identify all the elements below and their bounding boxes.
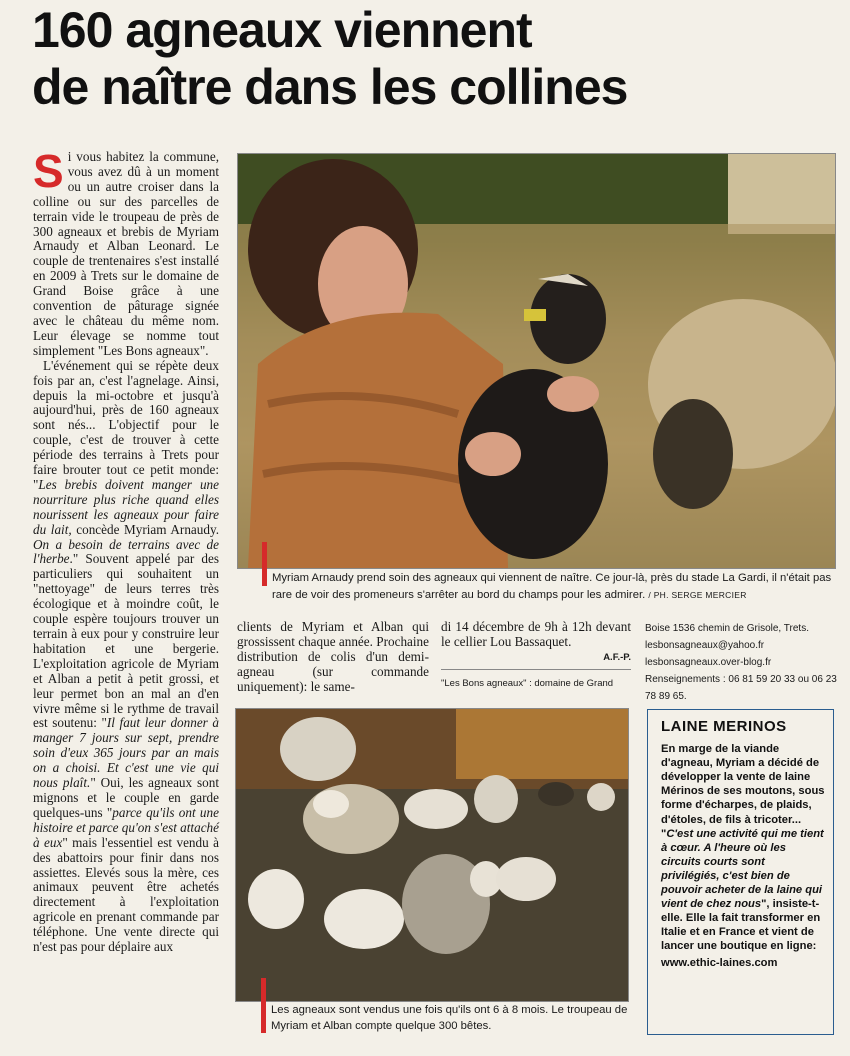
quote-text: parce qu'ils ont une histoire et parce qu'on s'est attaché à eux: [33, 804, 219, 850]
article-body-column-3: [441, 620, 631, 670]
photo-woman-holding-lamb-illustration: [238, 154, 835, 568]
sidebar-quote: C'est une activité qui me tient à cœur. A l'heure où les circuits courts sont privilégiés, c'est bien de pouvoir acheter de la laine qui vient de chez nous: [661, 827, 824, 911]
body-text: concède Myriam Arnaudy.: [71, 521, 219, 537]
contact-blog: lesbonsagneaux.over-blog.fr: [645, 657, 772, 668]
contact-note-start: "Les Bons agneaux" : domaine de Grand: [441, 678, 614, 689]
sidebar-title: LAINE MERINOS: [661, 718, 787, 735]
contact-info: [645, 620, 840, 705]
quote-text: On a besoin de terrains avec de l'herbe: [33, 536, 219, 567]
body-text: L'événement qui se répète deux fois par an, c'est l'agnelage. Ainsi, depuis la mi-octobre et jusqu'à aujourd'hui, près de 160 agneaux sont nés... L'objectif pour le couple, c'est de trouver à cette période des terrains à Trets pour faire brouter tout ce petit monde: ": [33, 357, 219, 492]
divider: [441, 669, 631, 670]
photo-caption-2: Les agneaux sont vendus une fois qu'ils ont 6 à 8 mois. Le troupeau de Myriam et Alban compte quelque 300 bêtes.: [271, 1004, 628, 1032]
body-text: " Oui, les agneaux sont mignons et le couple en garde quelques-uns ": [33, 775, 220, 820]
paragraph-lambing: [33, 359, 219, 955]
body-text: ." Souvent appelé par des particuliers qui souhaitent un "nettoyage" de leurs terres très écologique et à moindre coût, le couple espère toujours trouver un terrain à eux pour y construire leur habitation et une bergerie. L'exploitation agricole de Myriam et Alban a petit à petit grossi, et leur permet bon an mal an d'en vivre même si le rythme de travail est soutenu: ": [33, 551, 219, 731]
intro-text: i vous habitez la commune, vous avez dû à un moment ou un autre croiser dans la colline ou sur des parcelles de terrain vide le troupeau de près de 300 agneaux et brebis de Myriam Arnaudy et Alban Leonard. Le couple de trentenaires s'est installé en 2009 à Trets sur le domaine de Grand Boise grâce à une convention de pâturage signée avec le château du même nom. Leur élevage se nomme tout simplement "Les Bons agneaux".: [33, 149, 219, 358]
photo-sheep-flock: [235, 708, 629, 1002]
sidebar-body: ", insiste-t-elle. Elle la fait transformer en Italie et en France et vient de lancer une boutique en ligne:: [661, 898, 821, 953]
caption-text: Myriam Arnaudy prend soin des agneaux qui viennent de naître. Ce jour-là, près du stade La Gardi, il n'était pas rare de voir des promeneurs s'arrêter au bord du champs pour les admirer.: [272, 572, 832, 601]
sidebar-body: En marge de la viande d'agneau, Myriam a décidé de développer la vente de laine Mérinos de ses moutons, sous forme d'écharpes, de plaids, d'étoles, de fils à tricoter... ": [661, 743, 825, 840]
paragraph-intro: [33, 145, 219, 359]
headline-line-1: 160 agneaux viennent: [32, 2, 532, 58]
quote-text: Les brebis doivent manger une nourriture plus riche quand elles nourissent les agneaux pour faire du lait,: [33, 476, 219, 537]
article-body-column-2: [237, 620, 429, 695]
quote-text: Il faut leur donner à manger 7 jours sur sept, prendre soin d'eux 365 jours par an mais on a choisi. Et c'est une vie qui nous plaît.: [33, 715, 219, 791]
photo-caption-1: [272, 570, 837, 604]
sidebar-text: [661, 742, 825, 953]
author-signature: A.F.-P.: [603, 651, 631, 663]
contact-phones: Renseignements : 06 81 59 20 33 ou 06 23 78 89 65.: [645, 674, 837, 702]
contact-email: lesbonsagneaux@yahoo.fr: [645, 640, 765, 651]
photo-woman-holding-lamb: [237, 153, 836, 569]
body-text: " mais l'essentiel est vendu à des abattoirs pour finir dans nos assiettes. Elevés sous la mère, ces animaux peuvent être achetés directement à l'exploitation agricole en prenant commande par téléphone. Une vente directe qui n'est pas pour déplaire aux: [33, 834, 219, 955]
photo-sheep-flock-illustration: [236, 709, 628, 1001]
contact-address: Boise 1536 chemin de Grisole, Trets.: [645, 623, 809, 634]
sidebar-laine-merinos: [647, 709, 834, 1035]
drop-cap: S: [33, 145, 64, 197]
photo-credit: / PH. SERGE MERCIER: [648, 590, 747, 600]
headline-line-2: de naître dans les collines: [32, 59, 628, 115]
body-text: di 14 décembre de 9h à 12h devant le cellier Lou Bassaquet.: [441, 619, 631, 649]
article-headline: [32, 2, 832, 116]
sidebar-url[interactable]: www.ethic-laines.com: [661, 956, 778, 969]
caption-accent-bar: [262, 542, 267, 586]
body-text: clients de Myriam et Alban qui grossissent chaque année. Prochaine distribution de colis d'un demi-agneau (sur commande uniquement): le same-: [237, 619, 429, 694]
article-body-column-1: [33, 145, 220, 955]
caption-accent-bar: [261, 978, 266, 1033]
